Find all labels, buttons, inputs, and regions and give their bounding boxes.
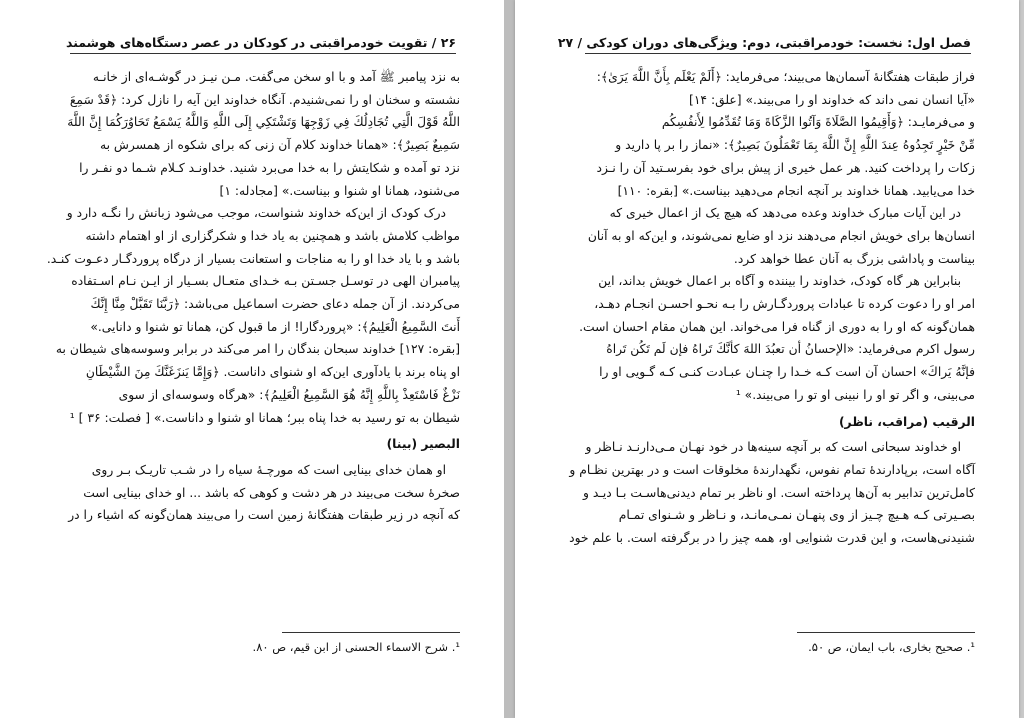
footnote-divider	[282, 632, 460, 633]
text-line: می‌بینی، و اگر تو او را نبینی او تو را می‌بیند.» ¹	[735, 387, 975, 402]
footnote: ¹. شرح الاسماء الحسنی از ابن قیم، ص ۸۰.	[252, 640, 460, 654]
text-line: درک کودک از این‌که خداوند شنواست، موجب می‌شود زبانش را نگـه دارد و	[66, 206, 446, 221]
text-line: پیامبران الهی در توسـل جسـتن بـه خـدای متعـال بسـیار از ایـن نـام اسـتفاده	[71, 274, 460, 289]
text-line: بیناست و پاداشی بزرگ به آنان عطا خواهد کرد.	[733, 251, 975, 266]
text-line: خدا می‌یابید. همانا خداوند بر آنچه انجام می‌دهید بیناست.» [بقره: ۱۱۰]	[617, 183, 975, 198]
quran-verse-line: نَزْغٌ فَاسْتَعِذْ بِاللَّهِ إِنَّهُ هُوَ السَّمِيعُ الْعَلِيمُ﴾: «هرگاه وسوسه‌ای از سوی	[118, 387, 460, 402]
text-line: آگاه است، برپادارندهٔ تمام نفوس، نگهدارندهٔ مخلوقات است و در بهترین نظـام و	[569, 462, 975, 477]
text-line: «آیا انسان نمی داند که خداوند او را می‌بیند.» [علق: ۱۴]	[689, 92, 975, 107]
right-page	[515, 0, 1019, 718]
text-line: نزد تو آمده و شکایتش را به خدا می‌برد شنید. خداونـد کـلام شـما دو نفـر را	[79, 160, 460, 175]
text-line: [بقره: ۱۲۷] خداوند سبحان بندگان را امر می‌کند در برابر وسوسه‌های شیطان به	[55, 342, 460, 357]
footnote: ¹. صحیح بخاری، باب ایمان، ص ۵۰.	[808, 640, 975, 654]
text-line: زکات را پرداخت کنید. هر عمل خیری از پیش برای خود بفرسـتید آن را نـزد	[596, 160, 975, 175]
text-line: که آنچه در زیر طبقات هفتگانهٔ زمین است را می‌بیند همان‌گونه که اشیاء را در	[68, 508, 460, 523]
text-line: شنیدنی‌هاست، و این قدرت شنوایی او، همه چیز را در برگرفته است. با علم خود	[569, 531, 975, 546]
text-line: شیطان به تو رسید به خدا پناه ببر؛ همانا او شنوا و داناست.» [ فصلت: ۳۶ ] ¹	[69, 410, 460, 425]
quran-verse-line: و می‌فرمایـد: ﴿وَأَقِيمُوا الصَّلَاةَ وَآتُوا الزَّكَاةَ وَمَا تُقَدِّمُوا لِأَنفُسِكُم	[661, 115, 975, 130]
text-line: او همان خدای بینایی است که مورچـهٔ سیاه را در شـب تاریـک بـر روی	[91, 462, 446, 477]
quran-verse-line: أَنتَ السَّمِيعُ الْعَلِيمُ﴾: «پروردگارا! از ما قبول کن، همانا تو شنوا و دانایی.»	[90, 319, 460, 334]
hadith-line: رسول اکرم می‌فرماید: «الإحسانُ أن تعبُدَ اللهَ كأنَّكَ تَراهُ فإن لَم تَكُن تَراهُ	[606, 342, 975, 357]
book-gutter	[504, 0, 515, 718]
page-body	[569, 66, 975, 550]
quran-verse-line: اللَّهُ قَوْلَ الَّتِي تُجَادِلُكَ فِي زَوْجِهَا وَتَشْتَكِي إِلَى اللَّهِ وَاللَّهُ يَسْمَعُ تَحَاوُرَكُمَا إِنَّ اللَّهَ	[67, 115, 460, 130]
section-heading: البصیر (بینا)	[386, 437, 460, 452]
footnote-divider	[797, 632, 975, 633]
text-line: صخرهٔ سخت می‌بیند در هر دشت و کوهی که باشد ... او خدای بینایی است	[83, 485, 460, 500]
hadith-line: فإنَّهُ يَراكَ» احسان آن است کـه خـدا را چنـان عبـادت کنـی کـه گـویی او را	[599, 365, 975, 380]
text-line: به نزد پیامبر ﷺ آمد و با او سخن می‌گفت. مـن نیـز در گوشـه‌ای از خانـه	[92, 70, 460, 84]
text-line: کامل‌ترین تدابیر به آن‌ها پرداخته است. او ناظر بر تمام دیدنی‌هاسـت بـا دیـد و	[582, 485, 975, 500]
text-line: باشد و با یاد خدا او را به مناجات و استعانت بسیار از درگاه پروردگـار دعـوت کنـد.	[46, 251, 460, 266]
section-heading: الرقیب (مراقب، ناظر)	[838, 414, 975, 429]
page-header: فصل اول: نخست: خودمراقبتی، دوم: ویژگی‌های دوران کودکی / ۲۷	[585, 34, 971, 54]
text-line: انسان‌ها برای خویش انجام می‌دهند نزد او ضایع نمی‌شوند، و این‌که او به آنان	[587, 228, 975, 243]
text-line: مواظب کلامش باشد و همچنین به یاد خدا و شکرگزاری از او اهتمام داشته	[85, 228, 460, 243]
page-header: ۲۶ / تقویت خودمراقبتی در کودکان در عصر دستگاه‌های هوشمند	[70, 34, 456, 54]
text-line: او خداوند سبحانی است که بر آنچه سینه‌ها در خود نهـان مـی‌دارنـد نـاظر و	[585, 440, 961, 455]
text-line: می‌شنود، همانا او شنوا و بیناست.» [مجادله: ۱]	[219, 183, 460, 198]
text-line: می‌کردند. از آن جمله دعای حضرت اسماعیل می‌باشد: ﴿رَبَّنَا تَقَبَّلْ مِنَّا إِنَّكَ	[90, 297, 460, 312]
text-line: سَمِيعٌ بَصِيرٌ﴾: «همانا خداوند کلام آن زنی که برای شکوه از همسرش به	[99, 138, 460, 153]
text-line: همان‌گونه که او را به دوری از گناه فرا می‌خواند. این همان مقام احسان است.	[579, 319, 975, 334]
text-line: در این آیات مبارک خداوند وعده می‌دهد که هیچ یک از اعمال خیری که	[609, 206, 961, 221]
text-line: بصـیرتی کـه هـیچ چـیز از وی پنهـان نمـی‌مانـد، و نـاظر و شـنوای تمـام	[618, 508, 975, 523]
text-line: فراز طبقات هفتگانهٔ آسمان‌ها می‌بیند؛ می‌فرماید: ﴿أَلَمْ يَعْلَم بِأَنَّ اللَّهَ يَرَىٰ﴾:	[596, 70, 975, 84]
text-line: نشسته و سخنان او را نمی‌شنیدم. آنگاه خداوند این آیه را نازل کرد: ﴿قَدْ سَمِعَ	[69, 92, 460, 107]
text-line: امر او را دعوت کرده تا عبادات پروردگـارش را بـه نحـو احسـن انجـام دهـد،	[594, 297, 975, 312]
left-page	[0, 0, 504, 718]
text-line: بنابراین هر گاه کودک، خداوند را بیننده و آگاه بر اعمال خویش بداند، این	[598, 274, 961, 289]
text-line: او پناه برند با یادآوری این‌که او شنوای داناست. ﴿وَإِمَّا يَنزَغَنَّكَ مِنَ الشَّيْطَانِ	[85, 365, 460, 380]
page-body	[46, 66, 460, 527]
quran-verse-line: مِّنْ خَيْرٍ تَجِدُوهُ عِندَ اللَّهِ إِنَّ اللَّهَ بِمَا تَعْمَلُونَ بَصِيرٌ﴾: «نماز را بر پا دارید و	[615, 138, 975, 153]
